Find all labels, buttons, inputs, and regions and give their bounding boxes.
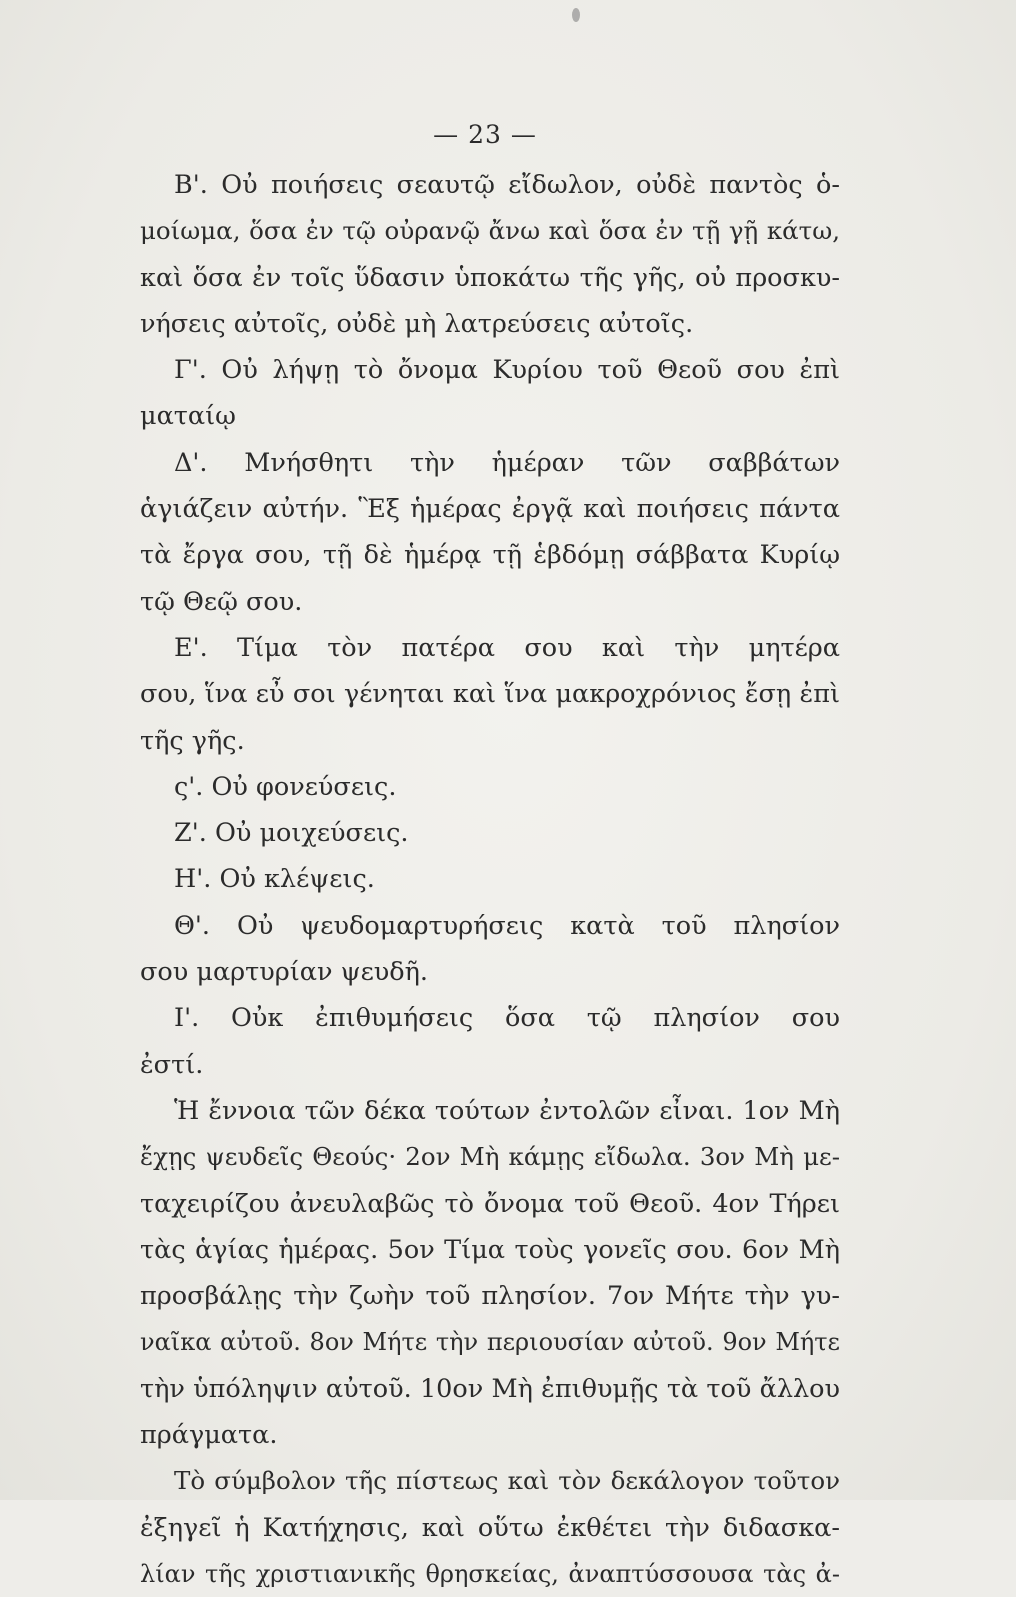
- text-line: τῷ Θεῷ σου.: [140, 586, 303, 617]
- text-line: σου μαρτυρίαν ψευδῆ.: [140, 957, 429, 988]
- text-line: ματαίῳ: [140, 401, 236, 432]
- body-text: [140, 162, 840, 1597]
- text-line: Γ'. Οὐ λήψῃ τὸ ὄνομα Κυρίου τοῦ Θεοῦ σου ἐπὶ: [174, 355, 840, 386]
- text-line: ταχειρίζου ἀνευλαβῶς τὸ ὄνομα τοῦ Θεοῦ. 4ον Τήρει: [140, 1188, 840, 1219]
- text-line: τὴν ὑπόληψιν αὐτοῦ. 10ον Μὴ ἐπιθυμῇς τὰ τοῦ ἄλλου: [140, 1373, 840, 1404]
- text-line: Β'. Οὐ ποιήσεις σεαυτῷ εἴδωλον, οὐδὲ παντὸς ὁ-: [174, 170, 840, 200]
- text-line: Τὸ σύμβολον τῆς πίστεως καὶ τὸν δεκάλογον τοῦτον: [174, 1466, 840, 1496]
- text-line: Δ'. Μνήσθητι τὴν ἡμέραν τῶν σαββάτων: [174, 447, 840, 478]
- text-line: ς'. Οὐ φονεύσεις.: [174, 771, 397, 802]
- text-line: Θ'. Οὐ ψευδομαρτυρήσεις κατὰ τοῦ πλησίον: [174, 910, 840, 941]
- text-line: τὰς ἁγίας ἡμέρας. 5ον Τίμα τοὺς γονεῖς σου. 6ον Μὴ: [140, 1234, 840, 1265]
- text-line: ἐστί.: [140, 1049, 204, 1080]
- text-line: Ἡ ἔννοια τῶν δέκα τούτων ἐντολῶν εἶναι. 1ον Μὴ: [174, 1095, 840, 1126]
- text-line: ἔχῃς ψευδεῖς Θεούς· 2ον Μὴ κάμῃς εἴδωλα. 3ον Μὴ με-: [140, 1142, 840, 1172]
- text-line: ναῖκα αὐτοῦ. 8ον Μήτε τὴν περιουσίαν αὐτοῦ. 9ον Μήτε: [140, 1328, 840, 1357]
- text-line: λίαν τῆς χριστιανικῆς θρησκείας, ἀναπτύσσουσα τὰς ἀ-: [140, 1559, 840, 1588]
- text-line: Η'. Οὐ κλέψεις.: [174, 864, 375, 895]
- text-line: Ζ'. Οὐ μοιχεύσεις.: [174, 818, 409, 849]
- text-line: σου, ἵνα εὖ σοι γένηται καὶ ἵνα μακροχρόνιος ἔσῃ ἐπὶ: [140, 679, 840, 710]
- text-line: τὰ ἔργα σου, τῇ δὲ ἡμέρᾳ τῇ ἑβδόμῃ σάββατα Κυρίῳ: [140, 540, 840, 571]
- text-line: καὶ ὅσα ἐν τοῖς ὕδασιν ὑποκάτω τῆς γῆς, οὐ προσκυ-: [140, 262, 840, 293]
- text-line: ἐξηγεῖ ἡ Κατήχησις, καὶ οὕτω ἐκθέτει τὴν διδασκα-: [140, 1512, 840, 1543]
- text-line: νήσεις αὐτοῖς, οὐδὲ μὴ λατρεύσεις αὐτοῖς.: [140, 308, 694, 339]
- text-line: Ε'. Τίμα τὸν πατέρα σου καὶ τὴν μητέρα: [174, 632, 840, 663]
- text-line: ἁγιάζειν αὐτήν. Ἓξ ἡμέρας ἐργᾷ καὶ ποιήσεις πάντα: [140, 494, 840, 525]
- text-line: προσβάλῃς τὴν ζωὴν τοῦ πλησίον. 7ον Μήτε τὴν γυ-: [140, 1281, 840, 1312]
- page-number: — 23 —: [433, 120, 537, 149]
- text-line: τῆς γῆς.: [140, 725, 245, 756]
- text-line: Ι'. Οὐκ ἐπιθυμήσεις ὅσα τῷ πλησίον σου: [174, 1003, 840, 1034]
- text-line: μοίωμα, ὅσα ἐν τῷ οὐρανῷ ἄνω καὶ ὅσα ἐν τῇ γῇ κάτω,: [140, 216, 840, 246]
- text-line: πράγματα.: [140, 1420, 278, 1451]
- ink-blot: [572, 8, 580, 22]
